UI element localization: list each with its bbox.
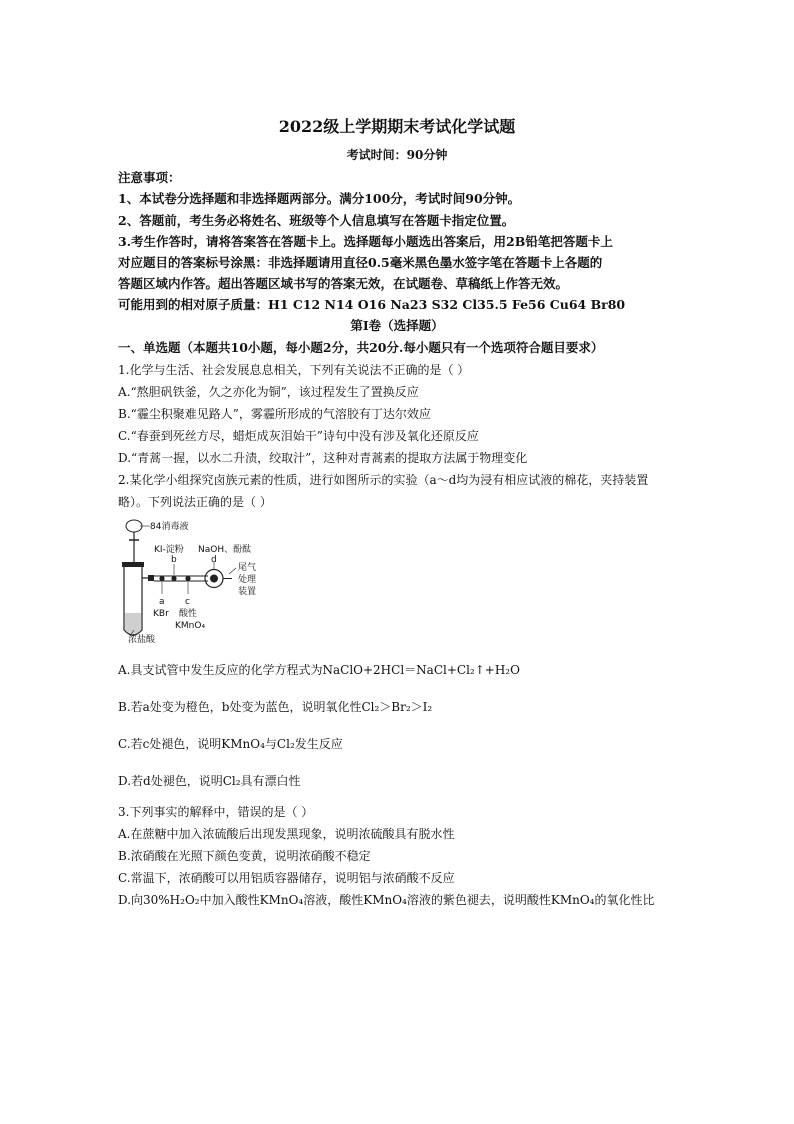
q2-option-c: C.若c处褪色，说明KMnO₄与Cl₂发生反应 — [118, 737, 343, 751]
q1-option-a: A.“熬胆矾铁釜，久之亦化为铜”，该过程发生了置换反应 — [118, 385, 419, 399]
label-tail3: 装置 — [238, 587, 257, 597]
q2-option-a: A.具支试管中发生反应的化学方程式为NaClO+2HCl＝NaCl+Cl₂↑+H₂O — [118, 663, 520, 677]
label-84-disinfectant: 84消毒液 — [150, 522, 189, 532]
q3-option-b: B.浓硝酸在光照下颜色变黄，说明浓硝酸不稳定 — [118, 849, 371, 863]
atomic-masses: 可能用到的相对原子质量：H1 C12 N14 O16 Na23 S32 Cl35.5 Fe56 Cu64 Br80 — [118, 297, 626, 312]
q2-option-d: D.若d处褪色，说明Cl₂具有漂白性 — [118, 774, 301, 788]
q1-option-b: B.“霾尘积聚难见路人”，雾霾所形成的气溶胶有丁达尔效应 — [118, 407, 431, 421]
q2-option-b: B.若a处变为橙色，b处变为蓝色，说明氧化性Cl₂＞Br₂＞I₂ — [118, 700, 433, 714]
label-conc-hcl: 浓盐酸 — [128, 635, 156, 644]
notes-heading: 注意事项： — [118, 170, 181, 185]
note-item: 答题区域内作答。超出答题区域书写的答案无效，在试题卷、草稿纸上作答无效。 — [118, 276, 569, 291]
q2-stem-line2: 略）。下列说法正确的是（ ） — [118, 495, 272, 509]
label-kbr: KBr — [153, 609, 169, 619]
note-item: 对应题目的答案标号涂黑：非选择题请用直径0.5毫米黑色墨水签字笔在答题卡上各题的 — [118, 255, 603, 270]
label-acidic: 酸性 — [179, 609, 198, 619]
label-d: d — [211, 555, 217, 565]
q1-option-c: C.“春蚕到死丝方尽，蜡炬成灰泪始干”诗句中没有涉及氧化还原反应 — [118, 429, 479, 443]
label-ki-starch: KI-淀粉 — [154, 545, 184, 555]
label-naoh: NaOH、酚酞 — [198, 545, 252, 555]
label-b: b — [171, 555, 177, 565]
label-a: a — [159, 597, 165, 607]
q3-option-d: D.向30%H₂O₂中加入酸性KMnO₄溶液，酸性KMnO₄溶液的紫色褪去，说明酸性KMnO₄的氧化性比 — [118, 893, 655, 907]
experiment-apparatus-figure — [112, 518, 262, 644]
label-c: c — [185, 597, 190, 607]
label-tail1: 尾气 — [238, 563, 257, 573]
note-item: 3.考生作答时，请将答案答在答题卡上。选择题每小题选出答案后，用2B铅笔把答题卡上 — [118, 234, 613, 249]
cotton-a — [159, 576, 164, 581]
section-heading: 一、单选题（本题共10小题，每小题2分，共20分.每小题只有一个选项符合题目要求） — [118, 340, 604, 355]
exam-time: 考试时间：90分钟 — [346, 148, 448, 162]
liquid — [125, 613, 141, 634]
q1-stem: 1.化学与生活、社会发展息息相关，下列有关说法不正确的是（ ） — [118, 363, 470, 377]
label-tail2: 处理 — [238, 575, 257, 585]
label-kmno4: KMnO₄ — [175, 621, 206, 631]
funnel-bulb — [126, 520, 142, 532]
exam-title: 2022级上学期期末考试化学试题 — [278, 117, 516, 136]
cotton-b — [171, 576, 176, 581]
q3-option-a: A.在蔗糖中加入浓硫酸后出现发黑现象，说明浓硫酸具有脱水性 — [118, 827, 455, 841]
volume-heading: 第I卷（选择题） — [350, 318, 444, 333]
cotton-c — [185, 576, 190, 581]
note-item: 2、答题前，考生务必将姓名、班级等个人信息填写在答题卡指定位置。 — [118, 213, 515, 228]
q2-stem-line1: 2.某化学小组探究卤族元素的性质，进行如图所示的实验（a～d均为浸有相应试液的棉花，夹持装置 — [118, 473, 649, 487]
tube-stopper — [122, 562, 144, 567]
note-item: 1、本试卷分选择题和非选择题两部分。满分100分，考试时间90分钟。 — [118, 191, 521, 206]
q3-option-c: C.常温下，浓硝酸可以用铝质容器储存，说明铝与浓硝酸不反应 — [118, 871, 455, 885]
connector — [148, 575, 154, 581]
q1-option-d: D.“青蒿一握，以水二升渍，绞取汁”，这种对青蒿素的提取方法属于物理变化 — [118, 451, 528, 465]
q3-stem: 3.下列事实的解释中，错误的是（ ） — [118, 805, 314, 819]
cotton-d — [210, 575, 218, 583]
